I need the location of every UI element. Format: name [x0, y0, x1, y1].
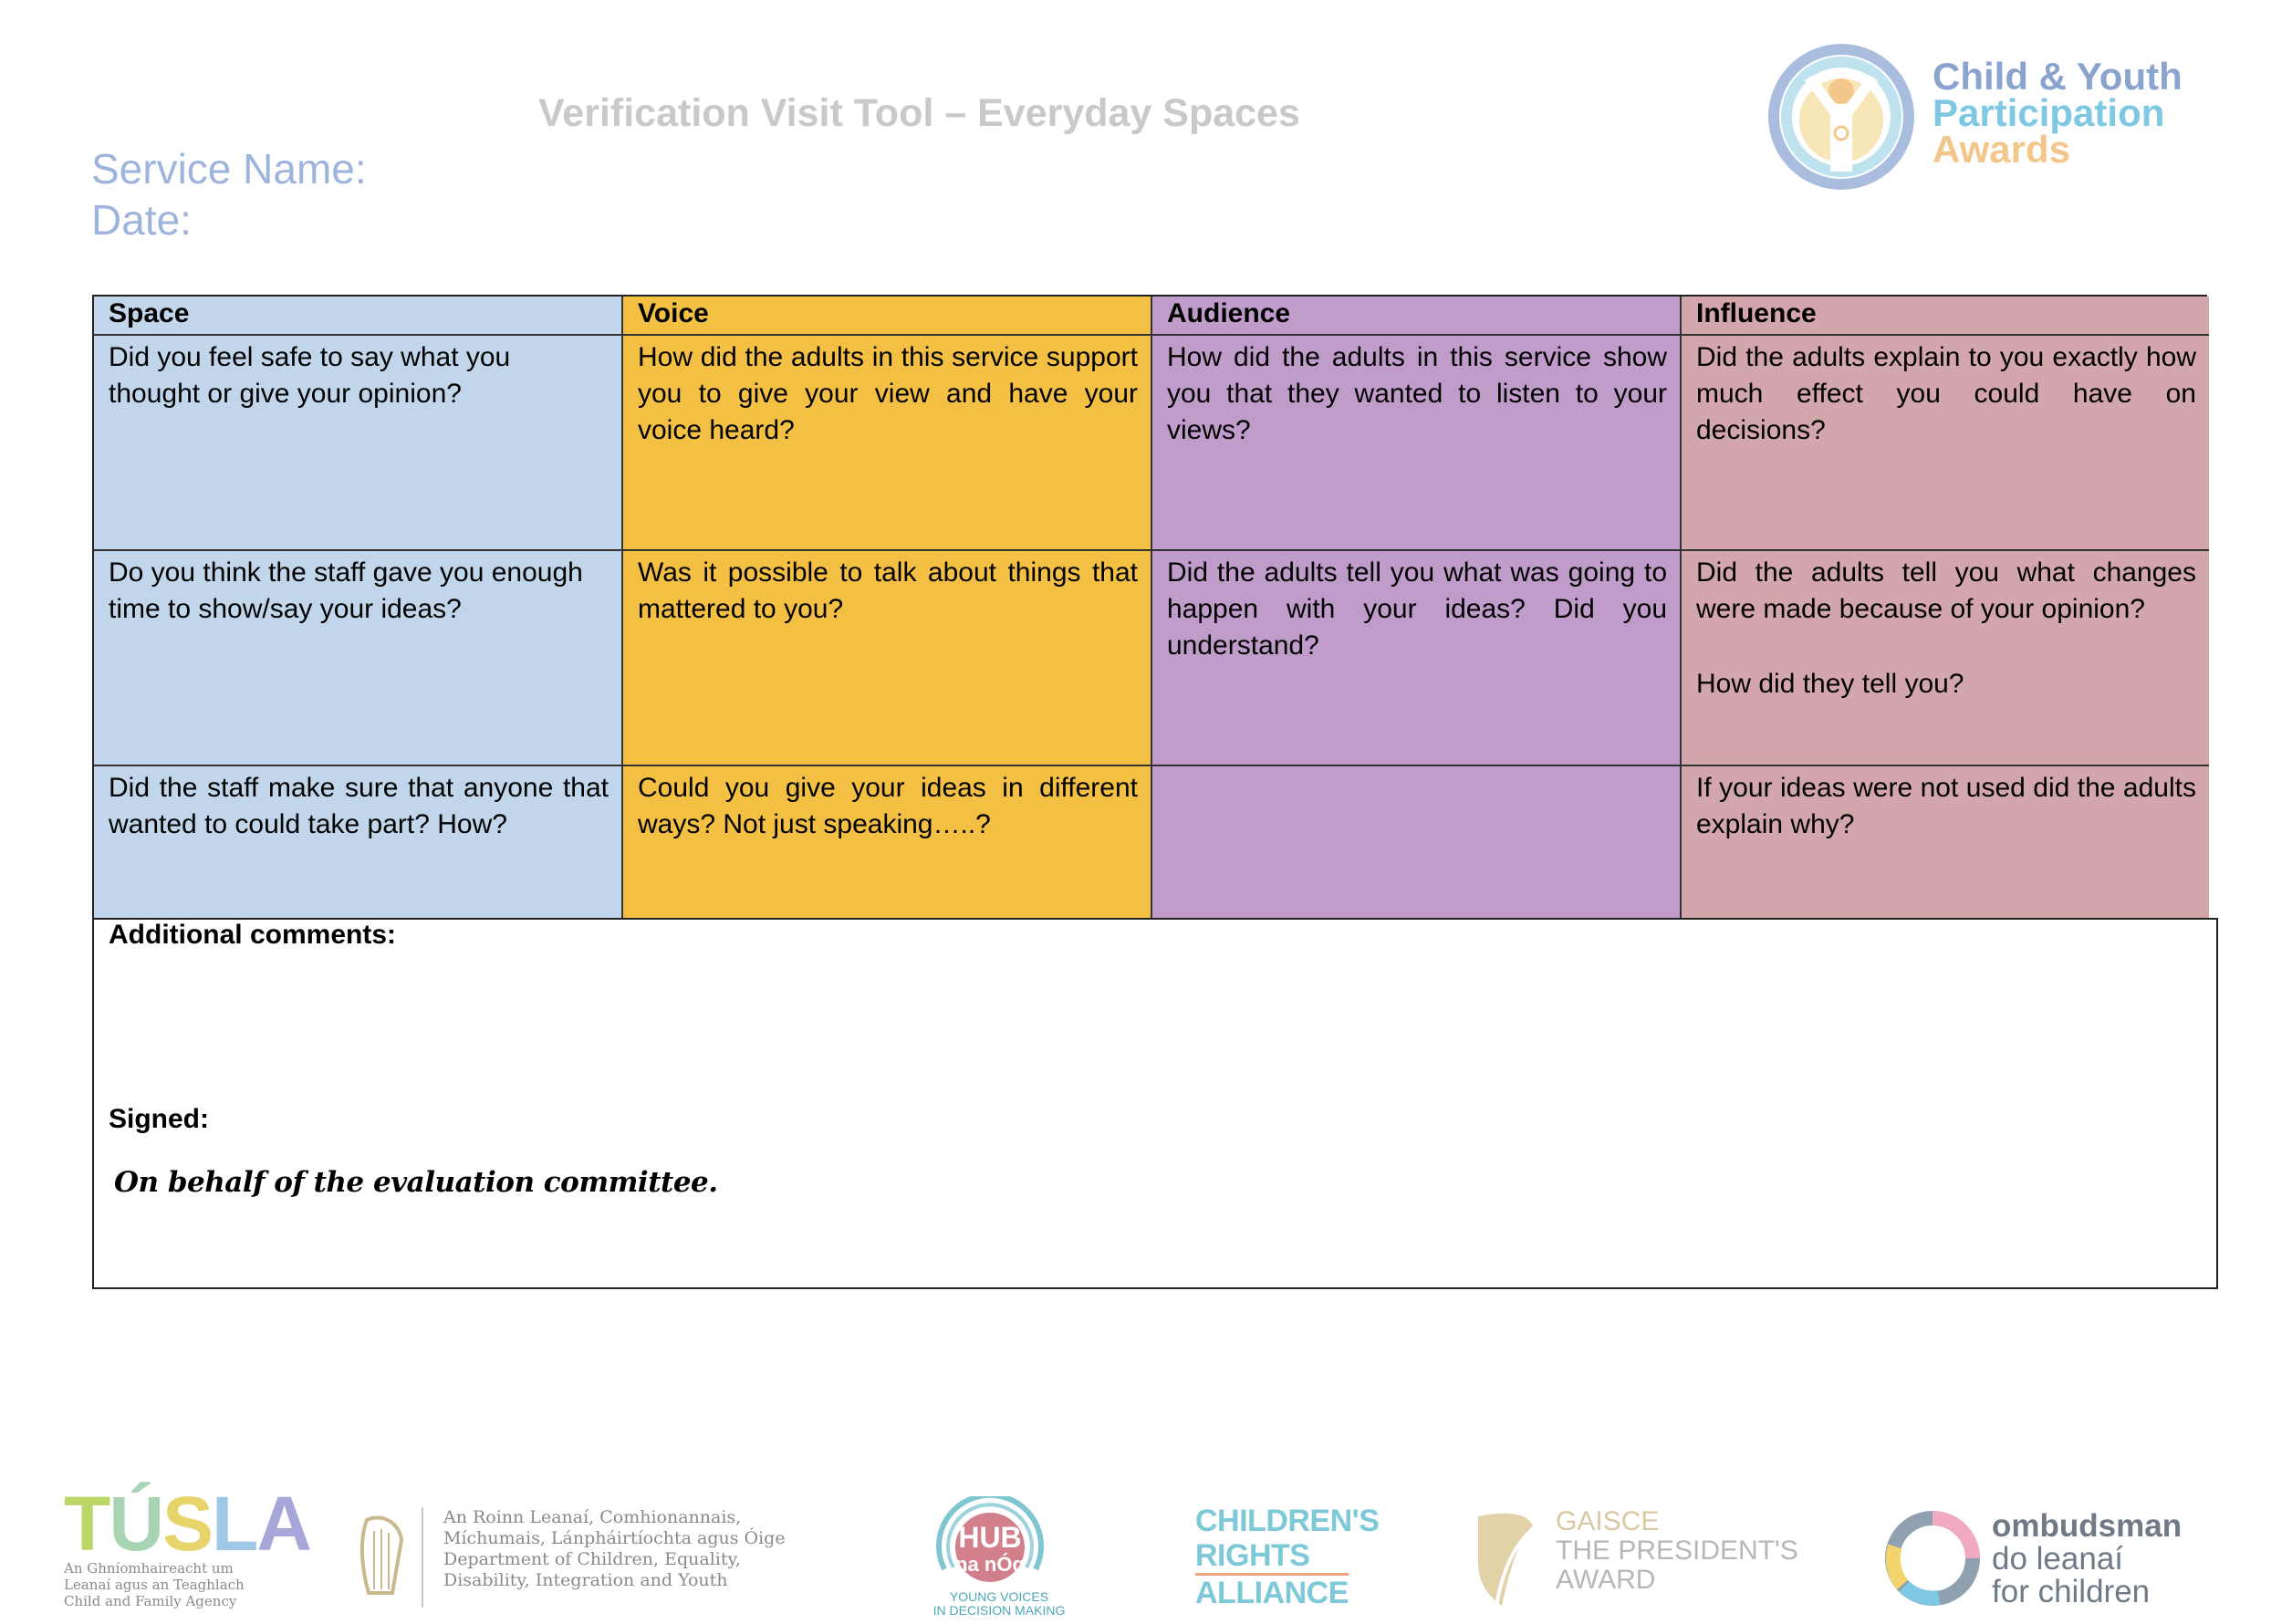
table-cell — [1152, 336, 1682, 551]
divider — [422, 1507, 423, 1608]
hub-caption-1: YOUNG VOICES — [949, 1589, 1049, 1604]
tusla-letter: L — [212, 1481, 257, 1567]
dept-line-1: An Roinn Leanaí, Comhionannais, — [443, 1507, 742, 1527]
gaisce-line-3: AWARD — [1556, 1565, 1656, 1595]
dept-line-2: Míchumais, Lánpháirtíochta agus Óige — [443, 1528, 786, 1548]
ombudsman-ring-icon — [1884, 1510, 1981, 1607]
service-name-label: Service Name: — [91, 145, 367, 193]
question-text: How did the adults in this service show you that they wanted to listen to your views? — [1167, 342, 1667, 445]
question-text: Did you feel safe to say what you thought or give your opinion? — [109, 342, 511, 409]
logo-line-1: Child & Youth — [1933, 55, 2183, 98]
cra-line-3: ALLIANCE — [1195, 1573, 1349, 1610]
dept-line-4: Disability, Integration and Youth — [443, 1570, 728, 1590]
ombudsman-line-3: for children — [1992, 1574, 2151, 1609]
date-label: Date: — [91, 196, 192, 244]
tusla-letter: A — [256, 1481, 310, 1567]
document-title: Verification Visit Tool – Everyday Spaces — [538, 91, 1300, 135]
question-text: Could you give your ideas in different ways? Not just speaking…..? — [638, 773, 1138, 839]
ombudsman-line-2: do leanaí — [1992, 1541, 2124, 1577]
question-text: Did the adults tell you what changes were made because of your opinion? — [1696, 557, 2196, 624]
header-space: Space — [94, 297, 623, 336]
ombudsman-line-1: ombudsman — [1992, 1508, 2183, 1544]
cra-line-2: RIGHTS — [1195, 1538, 1310, 1573]
hub-line-2: na nÓg — [955, 1553, 1025, 1576]
tusla-letter: T — [64, 1481, 109, 1567]
table-cell — [623, 766, 1152, 920]
hub-line-1: HUB — [958, 1521, 1022, 1554]
header-influence: Influence — [1682, 297, 2209, 336]
signed-label: Signed: — [109, 1104, 209, 1134]
hub-caption-2: IN DECISION MAKING — [932, 1603, 1066, 1618]
gaisce-emblem-icon — [1469, 1507, 1537, 1608]
logo-line-2: Participation — [1933, 91, 2165, 134]
logo-line-3: Awards — [1933, 128, 2070, 171]
on-behalf-text: On behalf of the evaluation committee. — [114, 1166, 718, 1199]
table-cell — [1152, 766, 1682, 920]
question-text: Did the staff make sure that anyone that wanted to could take part? How? — [109, 773, 609, 839]
table-cell — [1682, 551, 2209, 766]
hub-ring-icon — [926, 1496, 1054, 1597]
cra-line-1: CHILDREN'S — [1195, 1504, 1380, 1538]
harp-icon — [356, 1513, 409, 1600]
question-text: If your ideas were not used did the adults explain why? — [1696, 773, 2196, 839]
ombudsman-for-children-logo — [1884, 1510, 2249, 1610]
question-text: Was it possible to talk about things that mattered to you? — [638, 557, 1138, 624]
tusla-sub-2: Leanaí agus an Teaghlach — [64, 1577, 245, 1593]
tusla-letter: Ú — [109, 1481, 162, 1567]
gaisce-line-1: GAISCE — [1556, 1506, 1660, 1536]
tusla-logo — [64, 1481, 310, 1609]
tusla-sub-3: Child and Family Agency — [64, 1593, 237, 1609]
child-youth-participation-awards-logo — [1768, 44, 2224, 190]
childrens-rights-alliance-logo — [1195, 1504, 1378, 1610]
additional-comments-label: Additional comments: — [109, 920, 397, 950]
table-cell — [94, 551, 623, 766]
table-cell — [94, 766, 623, 920]
question-text: How did they tell you? — [1696, 669, 1964, 699]
dept-line-3: Department of Children, Equality, — [443, 1549, 741, 1569]
question-text: How did the adults in this service support you to give your view and have your voice heard? — [638, 342, 1138, 445]
table-cell — [623, 551, 1152, 766]
question-text: Do you think the staff gave you enough time to show/say your ideas? — [109, 557, 583, 624]
table-cell — [1682, 766, 2209, 920]
gaisce-line-2: THE PRESIDENT'S — [1556, 1536, 1798, 1566]
header-audience: Audience — [1152, 297, 1682, 336]
hub-na-nog-logo — [917, 1496, 1066, 1624]
table-cell — [1152, 551, 1682, 766]
participation-awards-emblem-icon — [1768, 44, 1914, 190]
tusla-sub-1: An Ghníomhaireacht um — [64, 1560, 234, 1577]
gaisce-logo — [1469, 1507, 1797, 1608]
tusla-letter: S — [161, 1481, 213, 1567]
table-cell — [1682, 336, 2209, 551]
question-text: Did the adults tell you what was going to happen with your ideas? Did you understand? — [1167, 557, 1667, 661]
question-text: Did the adults explain to you exactly how much effect you could have on decisions? — [1696, 342, 2196, 445]
verification-table — [92, 295, 2207, 921]
table-cell — [94, 336, 623, 551]
additional-comments-box[interactable] — [92, 918, 2218, 1289]
header-voice: Voice — [623, 297, 1152, 336]
table-cell — [623, 336, 1152, 551]
